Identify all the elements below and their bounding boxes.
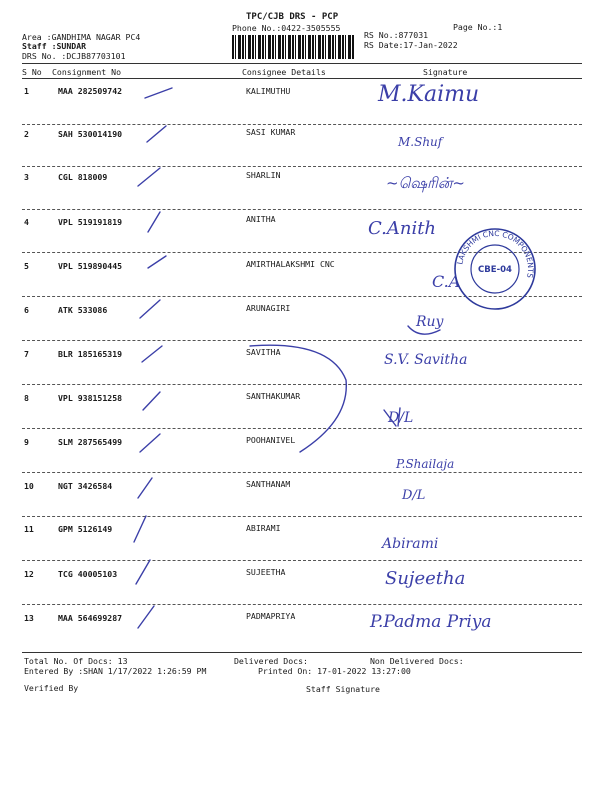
tick-mark — [145, 88, 172, 98]
row-signature: D/L — [388, 410, 414, 426]
row-consignee: POOHANIVEL — [246, 435, 296, 445]
row-consignment: MAA 564699287 — [58, 613, 123, 623]
stamp-code: CBE-04 — [478, 265, 512, 275]
stamp-ring-text: LAKSHMI CNC COMPONENTS — [455, 228, 536, 279]
row-sno: 8 — [24, 393, 29, 403]
phone-number: Phone No.:0422-3505555 — [232, 23, 341, 33]
row-consignee: SANTHANAM — [246, 479, 291, 489]
row-consignment: MAA 282509742 — [58, 86, 123, 96]
row-consignee: SANTHAKUMAR — [246, 391, 301, 401]
entered-by: Entered By :SHAN 1/17/2022 1:26:59 PM — [24, 666, 207, 676]
row-signature: P.Shailaja — [396, 457, 455, 471]
company-stamp — [452, 226, 538, 312]
tick-mark — [138, 606, 154, 628]
delivered-docs: Delivered Docs: — [234, 656, 308, 666]
column-header-consignment: Consignment No — [52, 67, 122, 77]
row9-dl-lines — [384, 408, 400, 426]
page-number: Page No.:1 — [453, 22, 503, 32]
staff-field: Staff :SUNDAR — [22, 41, 87, 51]
rs-number: RS No.:877031 — [364, 30, 429, 40]
row-signature: Abirami — [382, 536, 439, 552]
row-sno: 7 — [24, 349, 29, 359]
row-signature: Sujeetha — [385, 568, 466, 589]
row-signature: C.Anith — [368, 218, 437, 239]
row-sno: 4 — [24, 217, 29, 227]
verified-by: Verified By — [24, 683, 79, 693]
row-sno: 6 — [24, 305, 29, 315]
row-signature: M.Shuf — [398, 135, 443, 149]
row-sno: 5 — [24, 261, 29, 271]
row-consignment: CGL 818009 — [58, 172, 108, 182]
column-header-signature: Signature — [423, 67, 468, 77]
row6-flourish — [408, 326, 440, 334]
row-consignment: VPL 938151258 — [58, 393, 123, 403]
row-signature: C.A — [432, 272, 461, 291]
row-consignee: SHARLIN — [246, 170, 281, 180]
tick-mark — [148, 212, 160, 232]
document-title: TPC/CJB DRS - PCP — [246, 12, 339, 22]
drs-number: DRS No. :DCJB87703101 — [22, 51, 126, 61]
row-signature: D/L — [402, 488, 426, 503]
column-header-sno: S No — [22, 67, 42, 77]
tick-mark — [143, 392, 160, 410]
row-consignee: KALIMUTHU — [246, 86, 291, 96]
row-consignee: ANITHA — [246, 214, 276, 224]
row-sno: 1 — [24, 86, 29, 96]
row-consignment: SLM 287565499 — [58, 437, 123, 447]
tick-mark — [136, 560, 150, 584]
tick-mark — [142, 346, 162, 362]
row-consignment: BLR 185165319 — [58, 349, 123, 359]
column-header-consignee: Consignee Details — [242, 67, 326, 77]
area-field: Area :GANDHIMA NAGAR PC4 — [22, 32, 141, 42]
row-sno: 3 — [24, 172, 29, 182]
tick-mark — [147, 126, 166, 142]
footer-rule — [22, 652, 582, 653]
row-signature: P.Padma Priya — [370, 612, 492, 632]
row-sno: 10 — [24, 481, 34, 491]
row-consignment: VPL 519191819 — [58, 217, 123, 227]
row-consignee: ABIRAMI — [246, 523, 281, 533]
tick-mark — [134, 516, 146, 542]
row-consignee: ARUNAGIRI — [246, 303, 291, 313]
tick-mark — [148, 256, 166, 268]
row-sno: 2 — [24, 129, 29, 139]
row-sno: 12 — [24, 569, 34, 579]
row-consignment: GPM 5126149 — [58, 524, 113, 534]
tick-mark — [140, 300, 160, 318]
printed-on: Printed On: 17-01-2022 13:27:00 — [258, 666, 411, 676]
row-consignee: SASI KUMAR — [246, 127, 296, 137]
row-consignment: SAH 530014190 — [58, 129, 123, 139]
row-sno: 11 — [24, 524, 34, 534]
tick-mark — [138, 168, 160, 186]
row-signature: S.V. Savitha — [384, 352, 468, 368]
row-signature: ~ஷெரின்~ — [386, 174, 465, 192]
row-consignee: AMIRTHALAKSHMI CNC — [246, 259, 335, 269]
row-consignee: PADMAPRIYA — [246, 611, 296, 621]
row-consignment: NGT 3426584 — [58, 481, 113, 491]
total-docs: Total No. Of Docs: 13 — [24, 656, 128, 666]
stray-pen-curve — [250, 345, 346, 452]
row-consignee: SAVITHA — [246, 347, 281, 357]
tick-mark — [138, 478, 152, 498]
row-consignment: TCG 40005103 — [58, 569, 118, 579]
row-signature: M.Kaimu — [378, 82, 480, 107]
row-signature: Ruy — [416, 314, 444, 330]
row-sno: 9 — [24, 437, 29, 447]
row-consignment: ATK 533086 — [58, 305, 108, 315]
rs-date: RS Date:17-Jan-2022 — [364, 40, 458, 50]
row-sno: 13 — [24, 613, 34, 623]
staff-signature-label: Staff Signature — [306, 684, 380, 694]
tick-mark — [140, 434, 160, 452]
non-delivered-docs: Non Delivered Docs: — [370, 656, 464, 666]
row-consignment: VPL 519890445 — [58, 261, 123, 271]
row-consignee: SUJEETHA — [246, 567, 286, 577]
